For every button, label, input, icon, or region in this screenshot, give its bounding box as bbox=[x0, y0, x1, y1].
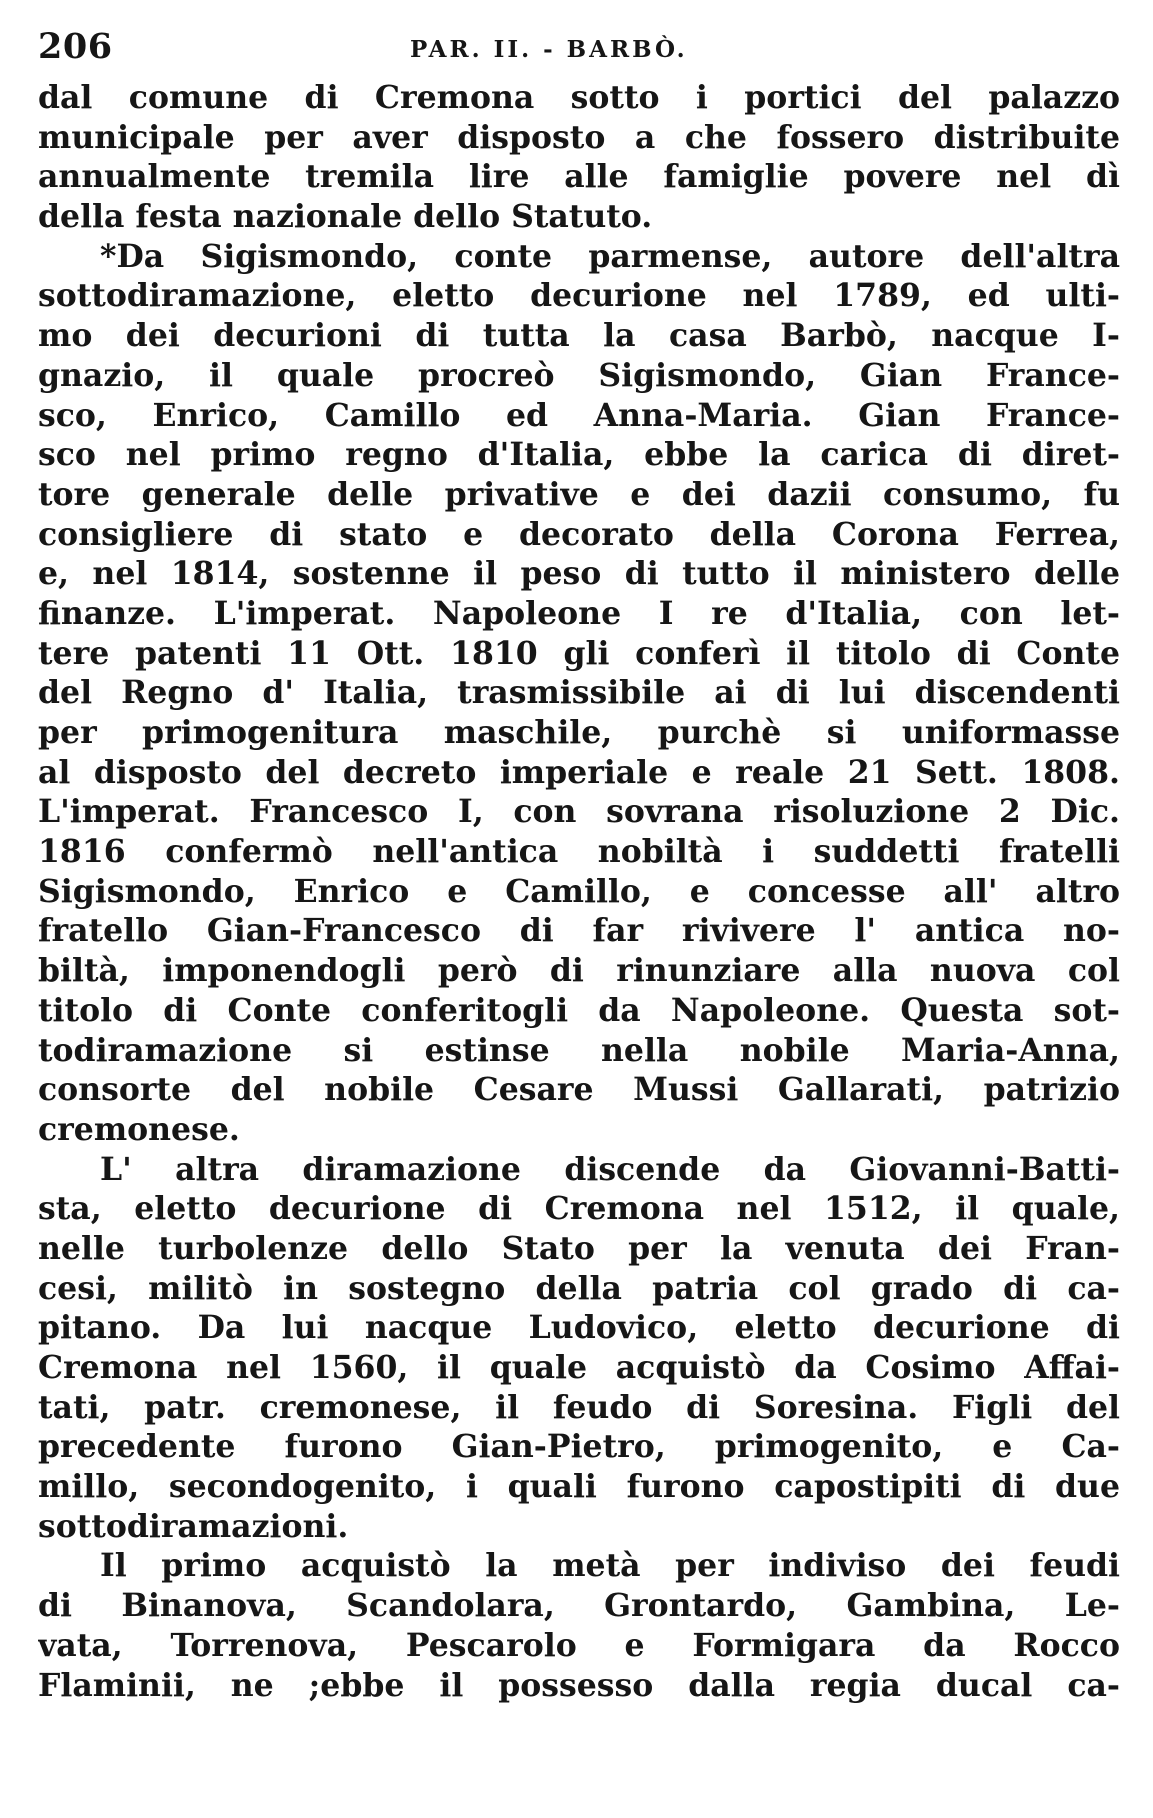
text-line: cremonese. bbox=[38, 1110, 240, 1148]
text-line: consorte del nobile Cesare Mussi Gallarati, patrizio bbox=[38, 1071, 1120, 1109]
text-line: Cremona nel 1560, il quale acquistò da Cosimo Affai- bbox=[38, 1349, 1120, 1386]
text-line: fratello Gian-Francesco di far rivivere l' antica no- bbox=[38, 912, 1120, 950]
text-line: vata, Torrenova, Pescarolo e Formigara da Rocco bbox=[38, 1626, 1120, 1664]
running-title: PAR. II. - BARBÒ. bbox=[410, 36, 688, 63]
text-line: Il primo acquistò la metà per indiviso dei feudi bbox=[100, 1547, 1120, 1585]
text-line: Flaminii, ne ;ebbe il possesso dalla regia ducal ca- bbox=[38, 1666, 1120, 1704]
text-line: L' altra diramazione discende da Giovanni-Batti- bbox=[100, 1150, 1120, 1188]
text-line: titolo di Conte conferitogli da Napoleone. Questa sot- bbox=[38, 991, 1120, 1029]
text-line: L'imperat. Francesco I, con sovrana risoluzione 2 Dic. bbox=[38, 793, 1120, 831]
text-line: todiramazione si estinse nella nobile Maria-Anna, bbox=[38, 1031, 1120, 1069]
text-line: municipale per aver disposto a che fossero distribuite bbox=[38, 118, 1120, 156]
text-line: *Da Sigismondo, conte parmense, autore dell'altra bbox=[100, 237, 1120, 275]
paragraph bbox=[38, 237, 1120, 1150]
text-line: sottodiramazione, eletto decurione nel 1789, ed ulti- bbox=[38, 277, 1120, 315]
book-page bbox=[38, 24, 1120, 1705]
text-line: precedente furono Gian-Pietro, primogenito, e Ca- bbox=[38, 1428, 1120, 1466]
paragraph bbox=[38, 78, 1120, 237]
text-line: consigliere di stato e decorato della Corona Ferrea, bbox=[38, 515, 1120, 553]
body-text bbox=[38, 78, 1120, 1705]
paragraph bbox=[38, 1546, 1120, 1705]
paragraph bbox=[38, 1150, 1120, 1547]
text-line: millo, secondogenito, i quali furono capostipiti di due bbox=[38, 1468, 1120, 1506]
text-line: biltà, imponendogli però di rinunziare alla nuova col bbox=[38, 952, 1120, 990]
text-line: pitano. Da lui nacque Ludovico, eletto decurione di bbox=[38, 1309, 1120, 1347]
text-line: finanze. L'imperat. Napoleone I re d'Italia, con let- bbox=[38, 594, 1120, 632]
text-line: Sigismondo, Enrico e Camillo, e concesse all' altro bbox=[38, 872, 1120, 910]
text-line: nelle turbolenze dello Stato per la venuta dei Fran- bbox=[38, 1229, 1120, 1267]
text-line: per primogenitura maschile, purchè si uniformasse bbox=[38, 714, 1120, 751]
text-line: cesi, militò in sostegno della patria col grado di ca- bbox=[38, 1269, 1120, 1307]
text-line: sottodiramazioni. bbox=[38, 1507, 349, 1545]
text-line: tati, patr. cremonese, il feudo di Soresina. Figli del bbox=[38, 1388, 1120, 1426]
running-head bbox=[38, 24, 1120, 70]
text-line: tere patenti 11 Ott. 1810 gli conferì il titolo di Conte bbox=[38, 634, 1120, 672]
text-line: dal comune di Cremona sotto i portici del palazzo bbox=[38, 79, 1120, 116]
text-line: del Regno d' Italia, trasmissibile ai di lui discendenti bbox=[38, 674, 1120, 712]
text-line: annualmente tremila lire alle famiglie povere nel dì bbox=[38, 158, 1120, 196]
text-line: della festa nazionale dello Statuto. bbox=[38, 198, 653, 236]
text-line: sco, Enrico, Camillo ed Anna-Maria. Gian France- bbox=[38, 396, 1120, 434]
text-line: al disposto del decreto imperiale e reale 21 Sett. 1808. bbox=[38, 753, 1120, 791]
text-line: mo dei decurioni di tutta la casa Barbò, nacque I- bbox=[38, 317, 1120, 355]
text-line: sco nel primo regno d'Italia, ebbe la carica di diret- bbox=[38, 436, 1120, 474]
text-line: tore generale delle privative e dei dazii consumo, fu bbox=[38, 475, 1120, 513]
text-line: e, nel 1814, sostenne il peso di tutto il ministero delle bbox=[38, 555, 1120, 593]
text-line: 1816 confermò nell'antica nobiltà i suddetti fratelli bbox=[38, 833, 1120, 871]
page-number: 206 bbox=[38, 26, 113, 67]
text-line: sta, eletto decurione di Cremona nel 1512, il quale, bbox=[38, 1190, 1120, 1228]
text-line: gnazio, il quale procreò Sigismondo, Gian France- bbox=[38, 356, 1120, 394]
text-line: di Binanova, Scandolara, Grontardo, Gambina, Le- bbox=[38, 1587, 1120, 1625]
